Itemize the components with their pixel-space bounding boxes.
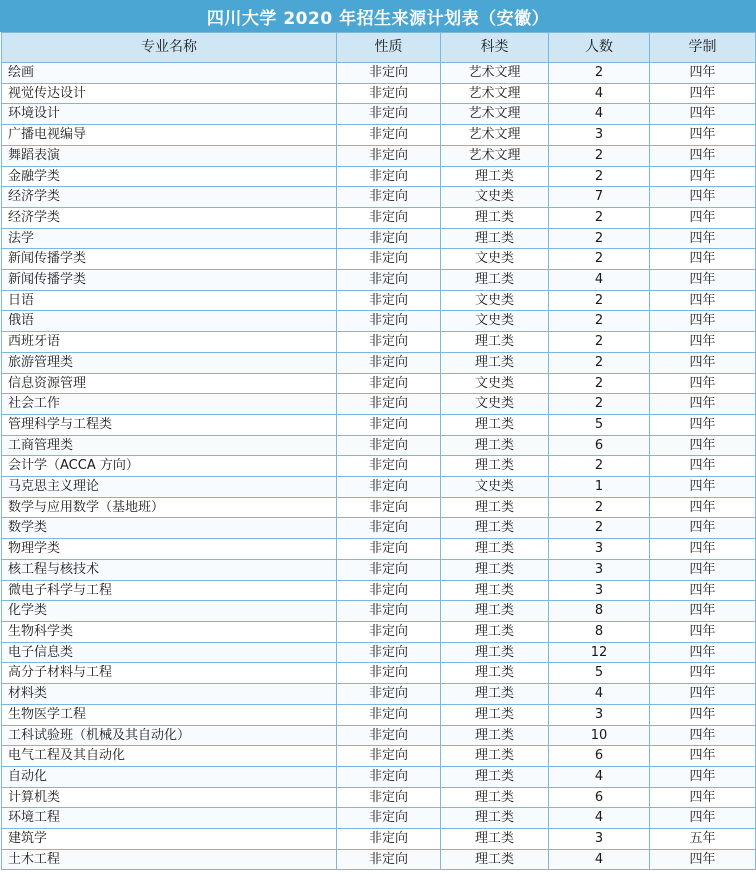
cell-nature: 非定向 xyxy=(337,746,441,767)
cell-major-name: 生物医学工程 xyxy=(2,704,337,725)
table-row xyxy=(2,352,756,373)
cell-major-name: 舞蹈表演 xyxy=(2,145,337,166)
cell-category: 理工类 xyxy=(441,539,549,560)
cell-category: 理工类 xyxy=(441,787,549,808)
cell-count: 2 xyxy=(549,145,650,166)
cell-major-name: 数学类 xyxy=(2,518,337,539)
cell-nature: 非定向 xyxy=(337,83,441,104)
cell-nature: 非定向 xyxy=(337,518,441,539)
table-row xyxy=(2,63,756,84)
cell-count: 5 xyxy=(549,414,650,435)
cell-major-name: 数学与应用数学（基地班） xyxy=(2,497,337,518)
table-row xyxy=(2,497,756,518)
table-row xyxy=(2,187,756,208)
cell-years: 四年 xyxy=(650,580,756,601)
cell-major-name: 日语 xyxy=(2,290,337,311)
table-row xyxy=(2,559,756,580)
cell-nature: 非定向 xyxy=(337,787,441,808)
table-row xyxy=(2,829,756,850)
cell-nature: 非定向 xyxy=(337,435,441,456)
cell-count: 4 xyxy=(549,766,650,787)
cell-category: 理工类 xyxy=(441,497,549,518)
header-years: 学制 xyxy=(650,33,756,63)
table-row xyxy=(2,849,756,870)
cell-years: 四年 xyxy=(650,435,756,456)
cell-nature: 非定向 xyxy=(337,663,441,684)
cell-years: 四年 xyxy=(650,145,756,166)
cell-years: 四年 xyxy=(650,414,756,435)
cell-years: 四年 xyxy=(650,352,756,373)
cell-category: 理工类 xyxy=(441,414,549,435)
cell-major-name: 法学 xyxy=(2,228,337,249)
cell-major-name: 自动化 xyxy=(2,766,337,787)
cell-count: 4 xyxy=(549,104,650,125)
cell-nature: 非定向 xyxy=(337,270,441,291)
cell-nature: 非定向 xyxy=(337,704,441,725)
table-row xyxy=(2,601,756,622)
cell-count: 2 xyxy=(549,166,650,187)
cell-category: 理工类 xyxy=(441,332,549,353)
table-row xyxy=(2,104,756,125)
cell-nature: 非定向 xyxy=(337,414,441,435)
cell-category: 理工类 xyxy=(441,456,549,477)
cell-count: 4 xyxy=(549,270,650,291)
cell-category: 理工类 xyxy=(441,829,549,850)
cell-category: 艺术文理 xyxy=(441,83,549,104)
cell-years: 四年 xyxy=(650,83,756,104)
cell-major-name: 绘画 xyxy=(2,63,337,84)
cell-count: 2 xyxy=(549,352,650,373)
table-row xyxy=(2,746,756,767)
cell-category: 文史类 xyxy=(441,311,549,332)
cell-nature: 非定向 xyxy=(337,539,441,560)
cell-years: 四年 xyxy=(650,642,756,663)
cell-years: 四年 xyxy=(650,228,756,249)
cell-years: 四年 xyxy=(650,104,756,125)
cell-major-name: 视觉传达设计 xyxy=(2,83,337,104)
table-row xyxy=(2,332,756,353)
cell-category: 理工类 xyxy=(441,207,549,228)
cell-major-name: 建筑学 xyxy=(2,829,337,850)
cell-category: 理工类 xyxy=(441,725,549,746)
cell-nature: 非定向 xyxy=(337,477,441,498)
cell-nature: 非定向 xyxy=(337,725,441,746)
cell-count: 3 xyxy=(549,829,650,850)
cell-count: 2 xyxy=(549,518,650,539)
table-row xyxy=(2,145,756,166)
cell-category: 理工类 xyxy=(441,746,549,767)
cell-years: 四年 xyxy=(650,559,756,580)
cell-years: 四年 xyxy=(650,166,756,187)
cell-count: 2 xyxy=(549,332,650,353)
table-title: 四川大学 2020 年招生来源计划表（安徽） xyxy=(0,0,756,32)
table-row xyxy=(2,166,756,187)
cell-major-name: 马克思主义理论 xyxy=(2,477,337,498)
cell-major-name: 社会工作 xyxy=(2,394,337,415)
cell-years: 四年 xyxy=(650,746,756,767)
cell-count: 7 xyxy=(549,187,650,208)
cell-count: 4 xyxy=(549,849,650,870)
table-row xyxy=(2,580,756,601)
cell-major-name: 信息资源管理 xyxy=(2,373,337,394)
table-row xyxy=(2,766,756,787)
cell-category: 文史类 xyxy=(441,249,549,270)
table-row xyxy=(2,477,756,498)
cell-years: 四年 xyxy=(650,497,756,518)
cell-major-name: 旅游管理类 xyxy=(2,352,337,373)
table-row xyxy=(2,228,756,249)
cell-count: 10 xyxy=(549,725,650,746)
cell-count: 2 xyxy=(549,63,650,84)
cell-nature: 非定向 xyxy=(337,849,441,870)
cell-nature: 非定向 xyxy=(337,808,441,829)
cell-category: 理工类 xyxy=(441,684,549,705)
cell-major-name: 物理学类 xyxy=(2,539,337,560)
cell-nature: 非定向 xyxy=(337,621,441,642)
cell-category: 艺术文理 xyxy=(441,145,549,166)
cell-count: 5 xyxy=(549,663,650,684)
cell-major-name: 工科试验班（机械及其自动化） xyxy=(2,725,337,746)
cell-years: 四年 xyxy=(650,249,756,270)
cell-years: 四年 xyxy=(650,725,756,746)
cell-category: 理工类 xyxy=(441,166,549,187)
cell-major-name: 金融学类 xyxy=(2,166,337,187)
cell-nature: 非定向 xyxy=(337,497,441,518)
header-row xyxy=(2,33,756,63)
table-row xyxy=(2,725,756,746)
cell-nature: 非定向 xyxy=(337,684,441,705)
cell-count: 2 xyxy=(549,249,650,270)
cell-years: 四年 xyxy=(650,539,756,560)
cell-years: 四年 xyxy=(650,787,756,808)
cell-major-name: 电气工程及其自动化 xyxy=(2,746,337,767)
table-row xyxy=(2,270,756,291)
cell-category: 理工类 xyxy=(441,621,549,642)
cell-nature: 非定向 xyxy=(337,601,441,622)
cell-years: 四年 xyxy=(650,518,756,539)
table-row xyxy=(2,125,756,146)
cell-count: 12 xyxy=(549,642,650,663)
cell-count: 3 xyxy=(549,539,650,560)
table-row xyxy=(2,311,756,332)
cell-years: 四年 xyxy=(650,808,756,829)
cell-years: 四年 xyxy=(650,621,756,642)
cell-category: 理工类 xyxy=(441,704,549,725)
cell-years: 四年 xyxy=(650,601,756,622)
cell-count: 2 xyxy=(549,373,650,394)
cell-count: 3 xyxy=(549,580,650,601)
cell-category: 艺术文理 xyxy=(441,104,549,125)
cell-nature: 非定向 xyxy=(337,829,441,850)
cell-count: 4 xyxy=(549,684,650,705)
cell-major-name: 新闻传播学类 xyxy=(2,249,337,270)
cell-category: 艺术文理 xyxy=(441,63,549,84)
table-row xyxy=(2,290,756,311)
cell-years: 四年 xyxy=(650,849,756,870)
cell-major-name: 管理科学与工程类 xyxy=(2,414,337,435)
cell-nature: 非定向 xyxy=(337,352,441,373)
cell-years: 四年 xyxy=(650,704,756,725)
cell-years: 四年 xyxy=(650,270,756,291)
header-nature: 性质 xyxy=(337,33,441,63)
cell-count: 2 xyxy=(549,497,650,518)
table-row xyxy=(2,808,756,829)
cell-count: 3 xyxy=(549,559,650,580)
cell-major-name: 材料类 xyxy=(2,684,337,705)
cell-major-name: 工商管理类 xyxy=(2,435,337,456)
cell-category: 理工类 xyxy=(441,435,549,456)
cell-nature: 非定向 xyxy=(337,580,441,601)
cell-count: 2 xyxy=(549,207,650,228)
cell-nature: 非定向 xyxy=(337,228,441,249)
cell-nature: 非定向 xyxy=(337,125,441,146)
table-row xyxy=(2,373,756,394)
cell-category: 理工类 xyxy=(441,559,549,580)
cell-count: 4 xyxy=(549,808,650,829)
cell-nature: 非定向 xyxy=(337,104,441,125)
cell-count: 2 xyxy=(549,228,650,249)
table-row xyxy=(2,663,756,684)
table-row xyxy=(2,684,756,705)
cell-category: 理工类 xyxy=(441,766,549,787)
table-row xyxy=(2,414,756,435)
cell-major-name: 俄语 xyxy=(2,311,337,332)
cell-count: 6 xyxy=(549,435,650,456)
cell-years: 四年 xyxy=(650,456,756,477)
cell-count: 1 xyxy=(549,477,650,498)
table-body xyxy=(2,63,756,870)
cell-category: 理工类 xyxy=(441,352,549,373)
table-row xyxy=(2,621,756,642)
table-row xyxy=(2,642,756,663)
cell-years: 四年 xyxy=(650,290,756,311)
cell-category: 理工类 xyxy=(441,580,549,601)
cell-nature: 非定向 xyxy=(337,373,441,394)
cell-count: 6 xyxy=(549,787,650,808)
cell-years: 四年 xyxy=(650,311,756,332)
table-row xyxy=(2,83,756,104)
cell-years: 四年 xyxy=(650,766,756,787)
cell-category: 理工类 xyxy=(441,808,549,829)
cell-category: 理工类 xyxy=(441,518,549,539)
cell-years: 五年 xyxy=(650,829,756,850)
cell-major-name: 经济学类 xyxy=(2,187,337,208)
cell-years: 四年 xyxy=(650,394,756,415)
cell-major-name: 微电子科学与工程 xyxy=(2,580,337,601)
cell-years: 四年 xyxy=(650,187,756,208)
table-row xyxy=(2,249,756,270)
cell-nature: 非定向 xyxy=(337,311,441,332)
cell-major-name: 土木工程 xyxy=(2,849,337,870)
cell-years: 四年 xyxy=(650,684,756,705)
cell-nature: 非定向 xyxy=(337,394,441,415)
cell-count: 2 xyxy=(549,290,650,311)
header-count: 人数 xyxy=(549,33,650,63)
cell-nature: 非定向 xyxy=(337,63,441,84)
cell-count: 2 xyxy=(549,456,650,477)
cell-nature: 非定向 xyxy=(337,332,441,353)
table-row xyxy=(2,518,756,539)
cell-major-name: 环境工程 xyxy=(2,808,337,829)
cell-category: 理工类 xyxy=(441,270,549,291)
cell-category: 文史类 xyxy=(441,290,549,311)
cell-nature: 非定向 xyxy=(337,187,441,208)
cell-major-name: 环境设计 xyxy=(2,104,337,125)
cell-count: 3 xyxy=(549,704,650,725)
cell-category: 理工类 xyxy=(441,663,549,684)
cell-nature: 非定向 xyxy=(337,249,441,270)
cell-category: 文史类 xyxy=(441,373,549,394)
cell-count: 2 xyxy=(549,311,650,332)
cell-major-name: 电子信息类 xyxy=(2,642,337,663)
table-row xyxy=(2,207,756,228)
cell-years: 四年 xyxy=(650,663,756,684)
cell-major-name: 化学类 xyxy=(2,601,337,622)
cell-category: 理工类 xyxy=(441,601,549,622)
cell-category: 理工类 xyxy=(441,228,549,249)
cell-nature: 非定向 xyxy=(337,456,441,477)
cell-major-name: 新闻传播学类 xyxy=(2,270,337,291)
cell-count: 8 xyxy=(549,621,650,642)
table-row xyxy=(2,539,756,560)
cell-major-name: 经济学类 xyxy=(2,207,337,228)
cell-major-name: 高分子材料与工程 xyxy=(2,663,337,684)
table-row xyxy=(2,394,756,415)
cell-major-name: 计算机类 xyxy=(2,787,337,808)
cell-count: 4 xyxy=(549,83,650,104)
header-major-name: 专业名称 xyxy=(2,33,337,63)
enrollment-table xyxy=(1,32,756,870)
cell-category: 艺术文理 xyxy=(441,125,549,146)
cell-nature: 非定向 xyxy=(337,145,441,166)
cell-nature: 非定向 xyxy=(337,559,441,580)
cell-years: 四年 xyxy=(650,207,756,228)
cell-count: 2 xyxy=(549,394,650,415)
header-category: 科类 xyxy=(441,33,549,63)
cell-years: 四年 xyxy=(650,125,756,146)
cell-category: 理工类 xyxy=(441,642,549,663)
cell-nature: 非定向 xyxy=(337,642,441,663)
cell-nature: 非定向 xyxy=(337,207,441,228)
table-row xyxy=(2,456,756,477)
cell-years: 四年 xyxy=(650,477,756,498)
cell-major-name: 西班牙语 xyxy=(2,332,337,353)
cell-count: 3 xyxy=(549,125,650,146)
cell-major-name: 生物科学类 xyxy=(2,621,337,642)
cell-category: 文史类 xyxy=(441,477,549,498)
cell-nature: 非定向 xyxy=(337,166,441,187)
cell-category: 文史类 xyxy=(441,187,549,208)
cell-category: 理工类 xyxy=(441,849,549,870)
cell-count: 6 xyxy=(549,746,650,767)
cell-major-name: 会计学（ACCA 方向） xyxy=(2,456,337,477)
cell-years: 四年 xyxy=(650,63,756,84)
table-row xyxy=(2,704,756,725)
cell-years: 四年 xyxy=(650,373,756,394)
cell-category: 文史类 xyxy=(441,394,549,415)
cell-nature: 非定向 xyxy=(337,290,441,311)
cell-major-name: 核工程与核技术 xyxy=(2,559,337,580)
cell-nature: 非定向 xyxy=(337,766,441,787)
cell-count: 8 xyxy=(549,601,650,622)
table-row xyxy=(2,435,756,456)
cell-major-name: 广播电视编导 xyxy=(2,125,337,146)
table-row xyxy=(2,787,756,808)
cell-years: 四年 xyxy=(650,332,756,353)
